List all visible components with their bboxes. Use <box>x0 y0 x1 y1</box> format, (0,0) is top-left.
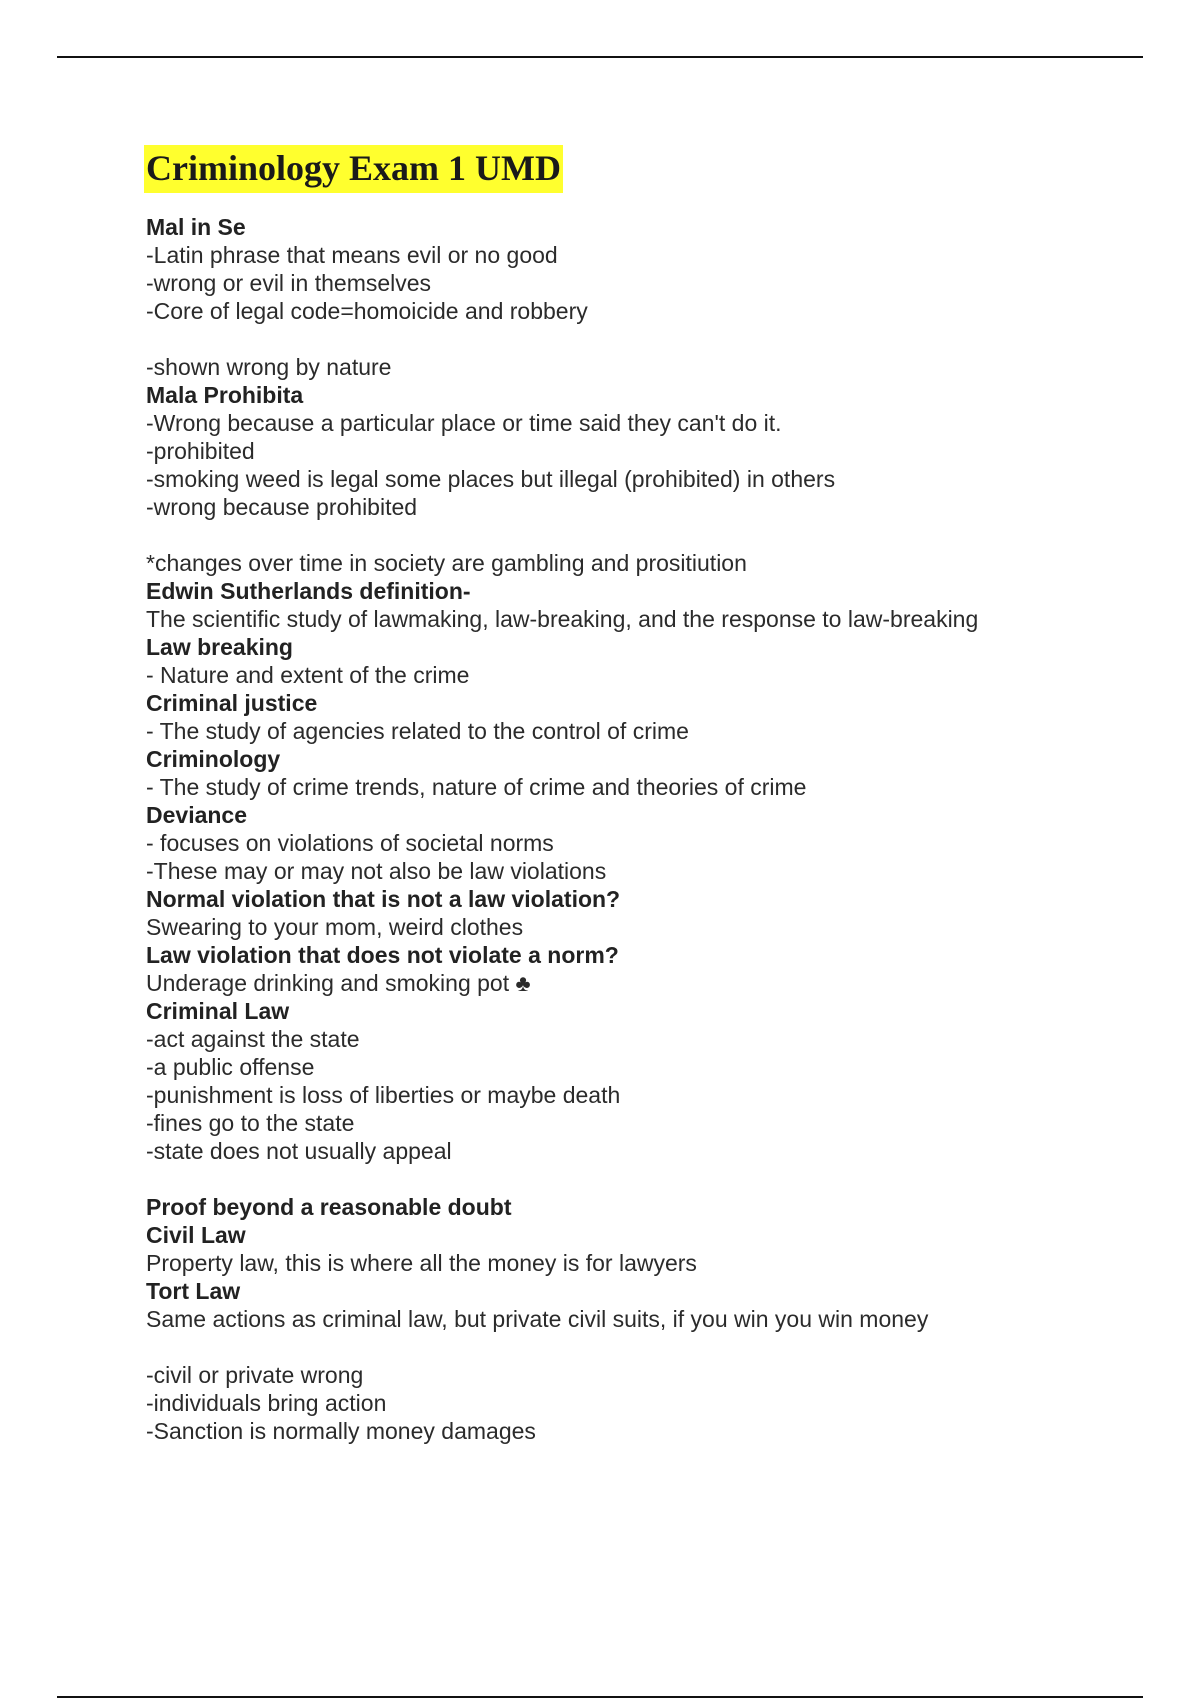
body-line: -state does not usually appeal <box>146 1138 452 1164</box>
section-heading: Law breaking <box>146 634 293 660</box>
body-line: *changes over time in society are gambling and prositiution <box>146 550 747 576</box>
top-page-rule <box>57 56 1143 58</box>
body-line: -civil or private wrong <box>146 1362 364 1388</box>
body-line: -Wrong because a particular place or time said they can't do it. <box>146 410 782 436</box>
body-line: The scientific study of lawmaking, law-breaking, and the response to law-breaking <box>146 606 979 632</box>
body-line: -shown wrong by nature <box>146 354 392 380</box>
body-line: -These may or may not also be law violations <box>146 858 607 884</box>
body-line: -Sanction is normally money damages <box>146 1418 536 1444</box>
document-lines <box>146 213 1146 1445</box>
body-line: -smoking weed is legal some places but illegal (prohibited) in others <box>146 466 836 492</box>
section-heading: Criminology <box>146 746 281 772</box>
section-heading: Law violation that does not violate a norm? <box>146 942 619 968</box>
body-line: Swearing to your mom, weird clothes <box>146 914 524 940</box>
section-heading: Criminal justice <box>146 690 318 716</box>
body-line: Underage drinking and smoking pot ♣ <box>146 970 531 996</box>
document-body <box>146 145 1146 1445</box>
body-line: Same actions as criminal law, but private civil suits, if you win you win money <box>146 1306 929 1332</box>
body-line: -punishment is loss of liberties or maybe death <box>146 1082 621 1108</box>
body-line: -individuals bring action <box>146 1390 387 1416</box>
body-line: - The study of agencies related to the control of crime <box>146 718 689 744</box>
section-heading: Tort Law <box>146 1278 241 1304</box>
blank-line <box>146 521 1146 549</box>
body-line: -wrong or evil in themselves <box>146 270 432 296</box>
blank-line <box>146 1165 1146 1193</box>
body-line: - The study of crime trends, nature of crime and theories of crime <box>146 774 807 800</box>
section-heading: Edwin Sutherlands definition- <box>146 578 471 604</box>
body-line: -act against the state <box>146 1026 360 1052</box>
section-heading: Normal violation that is not a law violation? <box>146 886 621 912</box>
document-title: Criminology Exam 1 UMD <box>144 145 563 193</box>
blank-line <box>146 325 1146 353</box>
body-line: -Latin phrase that means evil or no good <box>146 242 558 268</box>
body-line: -prohibited <box>146 438 255 464</box>
blank-line <box>146 1333 1146 1361</box>
section-heading: Civil Law <box>146 1222 246 1248</box>
body-line: Property law, this is where all the money is for lawyers <box>146 1250 697 1276</box>
body-line: -fines go to the state <box>146 1110 355 1136</box>
section-heading: Mal in Se <box>146 214 246 240</box>
section-heading: Criminal Law <box>146 998 290 1024</box>
bottom-page-rule <box>57 1696 1143 1698</box>
section-heading: Deviance <box>146 802 248 828</box>
body-line: -wrong because prohibited <box>146 494 418 520</box>
body-line: - Nature and extent of the crime <box>146 662 470 688</box>
section-heading: Proof beyond a reasonable doubt <box>146 1194 512 1220</box>
body-line: -a public offense <box>146 1054 315 1080</box>
body-line: - focuses on violations of societal norms <box>146 830 554 856</box>
body-line: -Core of legal code=homoicide and robbery <box>146 298 588 324</box>
section-heading: Mala Prohibita <box>146 382 304 408</box>
